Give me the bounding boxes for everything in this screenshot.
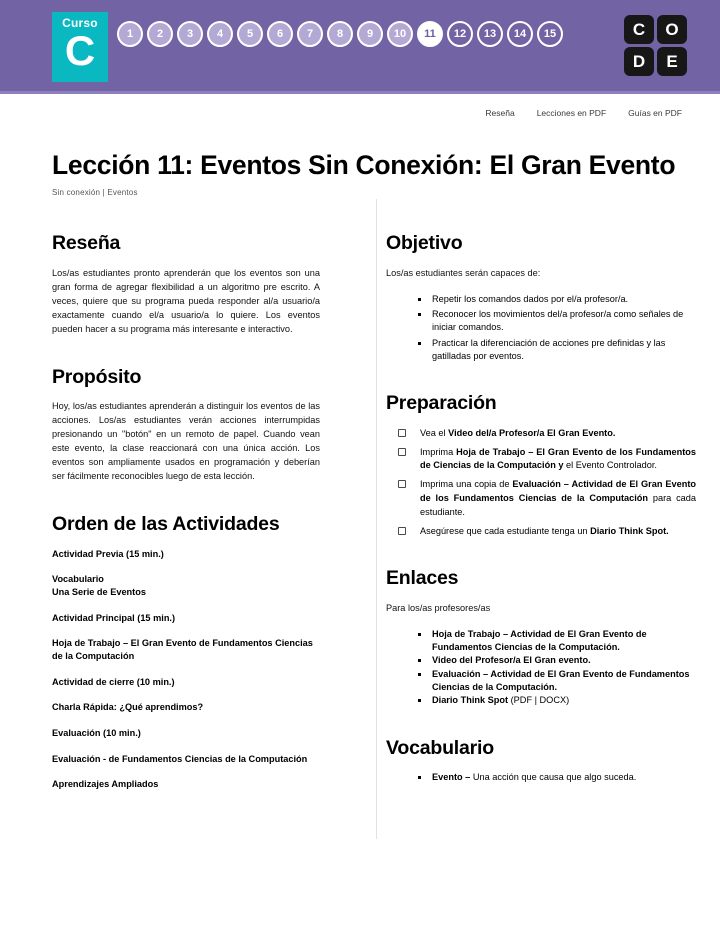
activity-item: Evaluación (10 min.) [52, 728, 141, 739]
section-heading-proposito: Propósito [52, 365, 142, 388]
course-badge-letter: C [64, 27, 96, 74]
link-resena[interactable]: Reseña [485, 108, 515, 118]
enlace-item: Evaluación – Actividad de El Gran Evento de Fundamentos Ciencias de la Computación. [432, 668, 696, 695]
checkbox-icon[interactable] [398, 448, 406, 456]
site-header-band [0, 0, 720, 94]
activity-item: Actividad de cierre (10 min.) [52, 676, 175, 687]
logo-tile-e: E [657, 47, 687, 76]
lesson-circle-1[interactable]: 1 [117, 21, 143, 47]
lesson-circle-3[interactable]: 3 [177, 21, 203, 47]
lesson-circle-12[interactable]: 12 [447, 21, 473, 47]
vocabulario-item: Evento – Una acción que causa que algo suceda. [432, 771, 696, 784]
enlaces-lead: Para los/as profesores/as [386, 602, 491, 613]
activity-item: Hoja de Trabajo – El Gran Evento de Fundamentos Ciencias de la Computación [52, 638, 313, 662]
lesson-circle-5[interactable]: 5 [237, 21, 263, 47]
section-heading-enlaces: Enlaces [386, 567, 459, 590]
section-heading-vocabulario: Vocabulario [386, 736, 494, 759]
link-guias-pdf[interactable]: Guías en PDF [628, 108, 682, 118]
activity-item: Evaluación - de Fundamentos Ciencias de la Computación [52, 753, 308, 764]
lesson-circle-15[interactable]: 15 [537, 21, 563, 47]
enlace-item: Hoja de Trabajo – Actividad de El Gran Evento de Fundamentos Ciencias de la Computación. [432, 628, 696, 655]
objetivo-item: Practicar la diferenciación de acciones pre definidas y las gatilladas por eventos. [432, 337, 696, 364]
section-heading-preparacion: Preparación [386, 392, 497, 415]
lesson-circle-11[interactable]: 11 [417, 21, 443, 47]
preparacion-checklist[interactable] [386, 427, 696, 539]
activity-item: Charla Rápida: ¿Qué aprendimos? [52, 702, 204, 713]
section-heading-orden-actividades: Orden de las Actividades [52, 513, 280, 536]
enlace-item: Diario Think Spot (PDF | DOCX) [432, 694, 696, 707]
preparacion-item[interactable]: Imprima Hoja de Trabajo – El Gran Evento de los Fundamentos de Ciencias de la Computación y el Evento Controlador. [398, 446, 696, 474]
enlaces-list[interactable] [386, 628, 696, 708]
enlace-item: Video del Profesor/a El Gran evento. [432, 654, 696, 667]
lesson-circle-13[interactable]: 13 [477, 21, 503, 47]
section-heading-objetivo: Objetivo [386, 232, 463, 255]
course-badge[interactable] [52, 12, 108, 82]
course-badge-word: Curso [62, 16, 98, 30]
vocabulario-list [386, 771, 696, 784]
logo-tile-c: C [624, 15, 654, 44]
checkbox-icon[interactable] [398, 429, 406, 437]
top-utility-links[interactable] [485, 108, 682, 118]
proposito-paragraph: Hoy, los/as estudiantes aprenderán a distinguir los eventos de las acciones. Los/as estudiantes verán acciones interrumpidas presionando un "botón" en un remoto de papel. Cuando vean este evento, la clase reaccionará con una única acción. Los eventos son ampliamente usados en programación y deberían ser fácilmente reconocibles luego de esta lección. [52, 401, 320, 482]
lesson-circle-7[interactable]: 7 [297, 21, 323, 47]
activity-item: Actividad Principal (15 min.) [52, 612, 176, 623]
lesson-circle-9[interactable]: 9 [357, 21, 383, 47]
checkbox-icon[interactable] [398, 480, 406, 488]
preparacion-item[interactable]: Vea el Video del/a Profesor/a El Gran Evento. [398, 427, 696, 441]
left-column [52, 233, 344, 804]
preparacion-item[interactable]: Asegúrese que cada estudiante tenga un Diario Think Spot. [398, 525, 696, 539]
lesson-circle-8[interactable]: 8 [327, 21, 353, 47]
page-title: Lección 11: Eventos Sin Conexión: El Gran Evento [52, 150, 676, 180]
objetivo-item: Repetir los comandos dados por el/a profesor/a. [432, 293, 696, 306]
link-lecciones-pdf[interactable]: Lecciones en PDF [536, 108, 607, 118]
objetivo-item: Reconocer los movimientos del/a profesor/a como señales de iniciar comandos. [432, 308, 696, 335]
activity-item: Vocabulario Una Serie de Eventos [52, 574, 146, 597]
code-org-logo[interactable] [624, 15, 687, 76]
lesson-body [0, 197, 720, 804]
right-column [386, 233, 696, 804]
logo-tile-d: D [624, 47, 654, 76]
lesson-circle-6[interactable]: 6 [267, 21, 293, 47]
activity-item: Actividad Previa (15 min.) [52, 548, 164, 559]
checkbox-icon[interactable] [398, 527, 406, 535]
column-divider [376, 199, 377, 839]
logo-tile-o: O [657, 15, 687, 44]
section-heading-resena: Reseña [52, 232, 121, 255]
resena-paragraph: Los/as estudiantes pronto aprenderán que los eventos son una gran forma de agregar flexibilidad a un algoritmo pre escrito. A veces, quiere que su programa pueda responder al/a usuario/a exactamente cuando el/a usuario/a lo quiere. Los eventos pueden hacer a su programa más interesante e interactivo. [52, 267, 320, 334]
activity-list [52, 548, 320, 792]
breadcrumb: Sin conexión | Eventos [52, 188, 138, 198]
lesson-circle-14[interactable]: 14 [507, 21, 533, 47]
lesson-circle-2[interactable]: 2 [147, 21, 173, 47]
objetivo-list [386, 293, 696, 364]
lesson-navigation[interactable] [117, 21, 563, 47]
lesson-circle-4[interactable]: 4 [207, 21, 233, 47]
activity-item: Aprendizajes Ampliados [52, 779, 159, 790]
lesson-circle-10[interactable]: 10 [387, 21, 413, 47]
objetivo-lead: Los/as estudiantes serán capaces de: [386, 267, 541, 278]
preparacion-item[interactable]: Imprima una copia de Evaluación – Actividad de El Gran Evento de los Fundamentos Ciencias de la Computación para cada estudiante. [398, 478, 696, 519]
